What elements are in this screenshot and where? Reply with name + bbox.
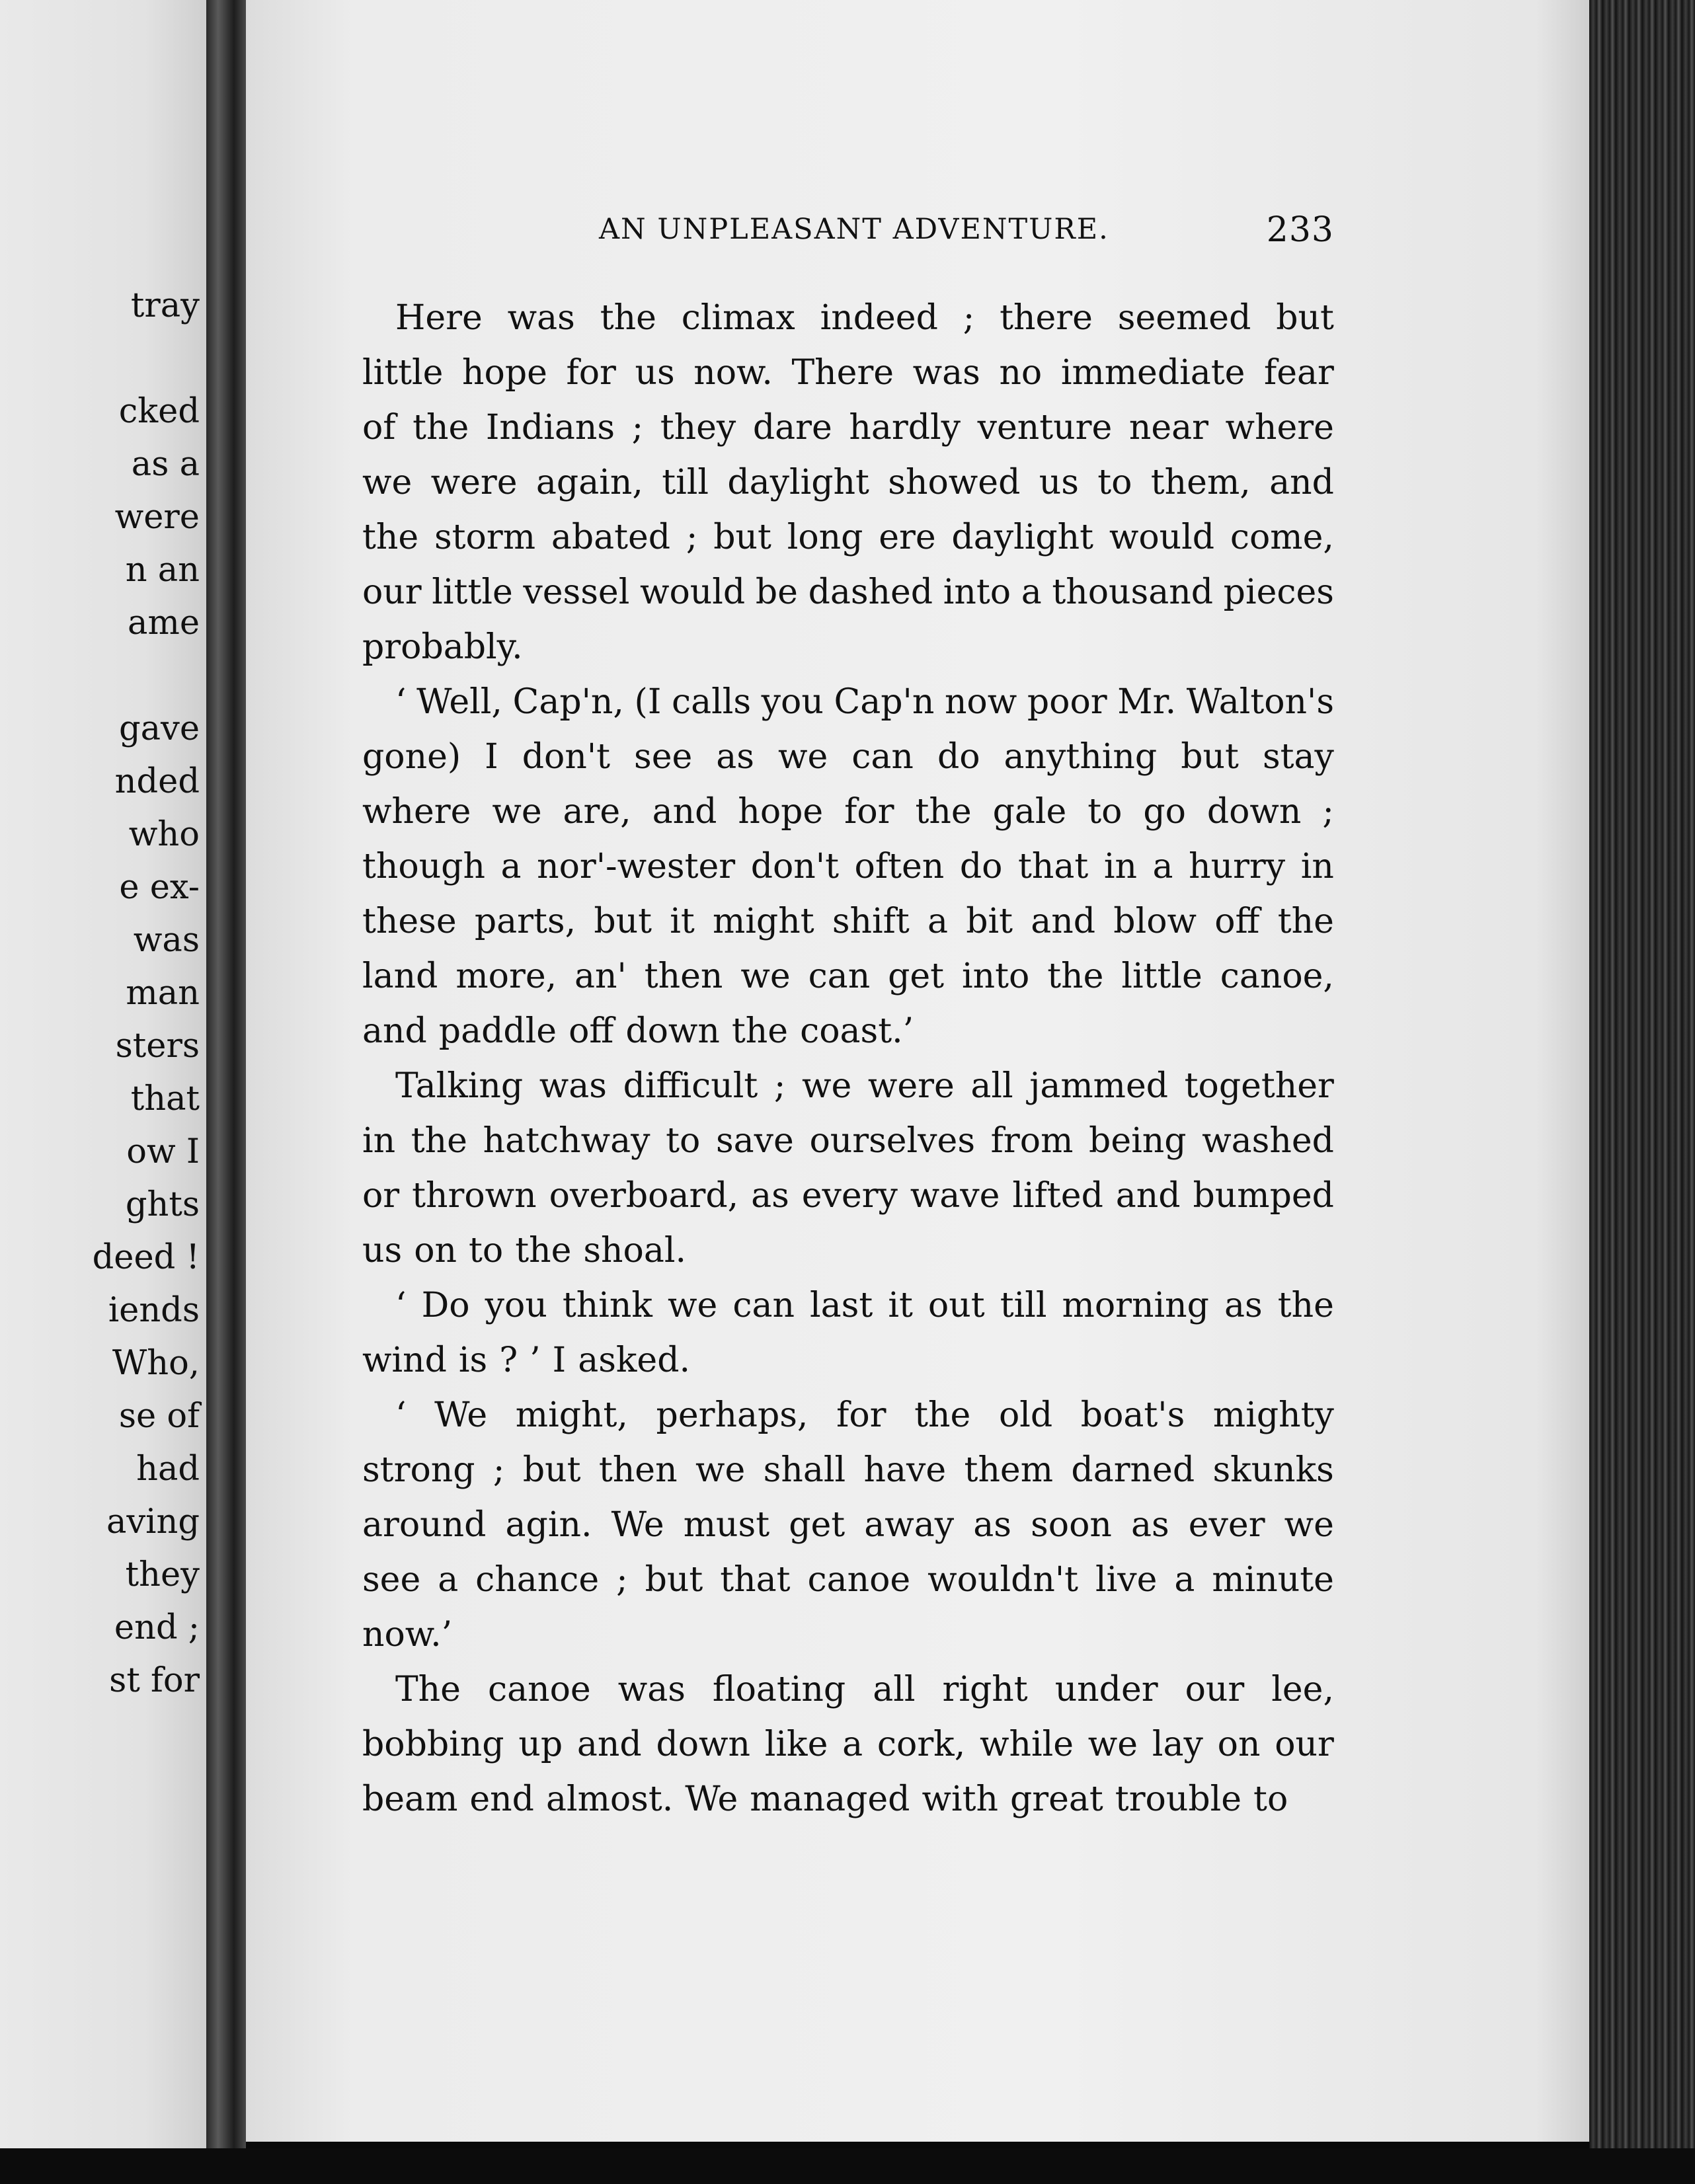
text-line: little hope for us now. There was no immediate fear bbox=[362, 353, 1334, 393]
text-line: bobbing up and down like a cork, while we lay on our bbox=[362, 1725, 1334, 1764]
text-line: these parts, but it might shift a bit and blow off the bbox=[362, 902, 1334, 941]
text-line: in the hatchway to save ourselves from being washed bbox=[362, 1121, 1334, 1161]
left-page-line: they bbox=[125, 1555, 200, 1594]
text-line: strong ; but then we shall have them darned skunks bbox=[362, 1450, 1334, 1490]
paragraph bbox=[362, 1662, 1334, 1827]
page-edges bbox=[1589, 0, 1695, 2184]
left-page-line: ghts bbox=[125, 1185, 200, 1224]
left-page-line: e ex- bbox=[119, 868, 200, 907]
text-line: ‘ Do you think we can last it out till morning as the bbox=[395, 1286, 1334, 1325]
text-line: though a nor'-wester don't often do that in a hurry in bbox=[362, 847, 1334, 886]
paragraph bbox=[362, 1278, 1334, 1388]
left-page-line: st for bbox=[109, 1661, 200, 1700]
left-page-line: had bbox=[136, 1450, 200, 1489]
scan-bottom-edge bbox=[0, 2148, 1695, 2184]
left-page-line: ame bbox=[128, 604, 200, 643]
page-number: 233 bbox=[1266, 210, 1334, 250]
left-page-line: n an bbox=[125, 551, 200, 590]
left-page-line: Who, bbox=[112, 1344, 200, 1383]
paragraph bbox=[362, 291, 1334, 675]
left-page-line: iends bbox=[108, 1291, 200, 1330]
text-line: ‘ We might, perhaps, for the old boat's mighty bbox=[395, 1395, 1334, 1435]
text-line: of the Indians ; they dare hardly venture near where bbox=[362, 408, 1334, 448]
left-page-line: that bbox=[130, 1079, 200, 1118]
running-head-title: AN UNPLEASANT ADVENTURE. bbox=[599, 213, 1109, 246]
left-page-line: as a bbox=[131, 445, 200, 484]
text-line: the storm abated ; but long ere daylight would come, bbox=[362, 518, 1334, 557]
left-page-line: sters bbox=[115, 1027, 200, 1066]
left-page-line: man bbox=[126, 974, 200, 1013]
book-gutter bbox=[206, 0, 246, 2184]
text-line: around agin. We must get away as soon as ever we bbox=[362, 1505, 1334, 1545]
text-line: see a chance ; but that canoe wouldn't live a minute bbox=[362, 1560, 1334, 1600]
text-line: land more, an' then we can get into the little canoe, bbox=[362, 956, 1334, 996]
left-page-line: cked bbox=[118, 392, 200, 431]
text-line: Talking was difficult ; we were all jammed together bbox=[395, 1066, 1334, 1106]
paragraph bbox=[362, 1388, 1334, 1662]
left-page-line: se of bbox=[118, 1397, 200, 1436]
text-line: Here was the climax indeed ; there seemed but bbox=[395, 298, 1334, 338]
text-line: or thrown overboard, as every wave lifted and bumped bbox=[362, 1176, 1334, 1216]
left-page-fragment bbox=[0, 0, 206, 2148]
left-page-line: was bbox=[133, 921, 200, 960]
text-line: us on to the shoal. bbox=[362, 1231, 687, 1270]
text-line: beam end almost. We managed with great trouble to bbox=[362, 1779, 1288, 1819]
left-page-line: nded bbox=[114, 762, 200, 801]
left-page-line: ow I bbox=[126, 1132, 200, 1171]
text-line: now.’ bbox=[362, 1615, 453, 1655]
left-page-line: who bbox=[128, 815, 200, 854]
text-line: The canoe was floating all right under our lee, bbox=[395, 1670, 1334, 1709]
left-page-line: end ; bbox=[114, 1608, 200, 1647]
paragraph bbox=[362, 1059, 1334, 1278]
text-line: we were again, till daylight showed us to them, and bbox=[362, 463, 1334, 502]
text-line: and paddle off down the coast.’ bbox=[362, 1011, 914, 1051]
left-page-line: tray bbox=[130, 286, 200, 325]
paragraph bbox=[362, 675, 1334, 1059]
body-text bbox=[362, 291, 1334, 1827]
left-page-line: were bbox=[114, 498, 200, 537]
left-page-line: gave bbox=[118, 709, 200, 748]
text-line: probably. bbox=[362, 627, 523, 667]
text-line: wind is ? ’ I asked. bbox=[362, 1341, 691, 1380]
text-line: gone) I don't see as we can do anything but stay bbox=[362, 737, 1334, 777]
text-line: where we are, and hope for the gale to go down ; bbox=[362, 792, 1334, 832]
left-page-line: aving bbox=[106, 1502, 200, 1541]
left-page-line: deed ! bbox=[92, 1238, 200, 1277]
text-line: ‘ Well, Cap'n, (I calls you Cap'n now poor Mr. Walton's bbox=[395, 682, 1334, 722]
text-line: our little vessel would be dashed into a thousand pieces bbox=[362, 572, 1334, 612]
